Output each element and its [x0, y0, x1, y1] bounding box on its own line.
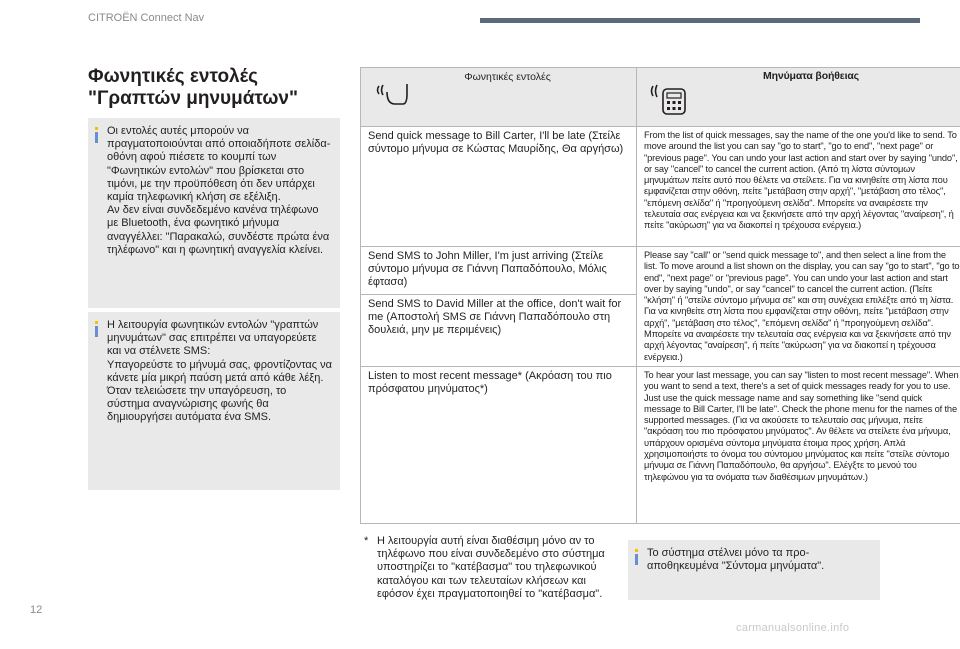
command-cell: Send SMS to John Miller, I'm just arriving (Στείλε σύντομο μήνυμα σε Γιάννη Παπαδόπουλο, Μόλις έφτασα) [361, 247, 637, 295]
header-cell-help [637, 68, 960, 127]
voice-command-icon [373, 82, 409, 108]
command-cell: Send SMS to David Miller at the office, don't wait for me (Αποστολή SMS σε Γιάννη Παπαδόπουλο στη δουλειά, μην με περιμένεις) [361, 294, 637, 366]
table-row [361, 127, 960, 247]
help-cell: From the list of quick messages, say the name of the one you'd like to send. To move around the list you can say "go to start", "go to end", "next page" or "previous page". You can undo your last action and start over by saying "undo", or say "cancel" to cancel the current action. (Από τη λίστα σύντομων μηνυμάτων πείτε αυτό που θέλετε να στείλετε. Για να κινηθείτε στη λίστα που εμφανίζεται στην οθόνη, πείτε "μετάβαση στην αρχή", "μετάβαση στο τέλος", "επόμενη σελίδα" ή "προηγούμενη σελίδα". Μπορείτε να αναιρέσετε την τελευταία σας ενέργεια και να ξεκινήσετε από την αρχή λέγοντας "αναίρεση", ή πείτε "ακύρωση" για να διακοπεί η τρέχουσα ενέργεια.) [637, 127, 960, 247]
info-icon [635, 549, 638, 565]
info-note-text: Οι εντολές αυτές μπορούν να πραγματοποιούνται από οποιαδήποτε σελίδα-οθόνη αφού πιέσετε το κουμπί των "Φωνητικών εντολών" που βρίσκεται στο τιμόνι, με την προϋπόθεση ότι δεν υπάρχει καμία τηλεφωνική κλήση σε εξέλιξη. Αν δεν είναι συνδεδεμένο κανένα τηλέφωνο με Bluetooth, ένα φωνητικό μήνυμα αναγγέλλει: "Παρακαλώ, συνδέστε πρώτα ένα τηλέφωνο" και η φωνητική αναγγελία κλείνει. [107, 125, 331, 256]
info-note-1 [88, 118, 340, 308]
help-cell: To hear your last message, you can say "listen to most recent message". When you want to send a text, there's a set of quick messages ready for you to use. Just use the quick message name and say something like "send quick message to Bill Carter, I'll be late". Check the phone menu for the names of the supported messages. (Για να ακούσετε το τελευταίο σας μήνυμα, πείτε "ακρόαση του πιο πρόσφατου μηνύματος". Αν θέλετε να στείλετε ένα μήνυμα, υπάρχουν ορισμένα σύντομα μηνύματα έτοιμα προς χρήση. Απλά χρησιμοποιήστε το όνομα του σύντομου μηνύματος και πείτε "στείλε σύντομο μήνυμα σε Γιάννη Παπαδόπουλο, θα αργήσω". Ελέγξτε το μενού του τηλεφώνου για τα ονόματα των διαθέσιμων μηνυμάτων.) [637, 366, 960, 523]
info-note-3 [628, 540, 880, 600]
info-icon [95, 321, 98, 337]
table-row [361, 366, 960, 523]
info-note-2 [88, 312, 340, 490]
header-cell-voice [361, 68, 637, 127]
table-row [361, 247, 960, 295]
footnote-marker: * [364, 535, 369, 547]
watermark: carmanualsonline.info [736, 622, 850, 634]
footnote-text: Η λειτουργία αυτή είναι διαθέσιμη μόνο αν το τηλέφωνο που είναι συνδεδεμένο στο σύστημα υποστηρίζει το "κατέβασμα" του τηλεφωνικού καταλόγου και των τελευταίων κλήσεων και εφόσον έχει πραγματοποιηθεί το "κατέβασμα". [377, 535, 605, 600]
header-accent-bar [480, 18, 920, 23]
command-cell: Send quick message to Bill Carter, I'll be late (Στείλε σύντομο μήνυμα σε Κώστας Μαυρίδης, Θα αργήσω) [361, 127, 637, 247]
footnote [364, 535, 614, 601]
voice-commands-table [360, 67, 960, 524]
header-product-name: CITROËN Connect Nav [88, 12, 205, 24]
info-icon [95, 127, 98, 143]
column-header-help-messages: Μηνύματα βοήθειας [763, 70, 859, 82]
table-header-row [361, 68, 960, 127]
column-header-voice-commands: Φωνητικές εντολές [464, 71, 551, 83]
page-title: Φωνητικές εντολές "Γραπτών μηνυμάτων" [88, 66, 298, 109]
help-cell: Please say "call" or "send quick message to", and then select a line from the list. To move around a list shown on the display, you can say "go to start", "go to end", "next page" or "previous page". You can undo your last action and start over by saying "undo", or say "cancel" to cancel the current action. (Πείτε "κλήση" ή "στείλε σύντομο μήνυμα σε" και στη συνέχεια επιλέξτε από τη λίστα. Για να κινηθείτε στη λίστα που εμφανίζεται στην οθόνη, πείτε "μετάβαση στην αρχή", "μετάβαση στο τέλος", "επόμενη σελίδα" ή "προηγούμενη σελίδα". Μπορείτε να αναιρέσετε την τελευταία σας ενέργεια και να ξεκινήσετε από την αρχή λέγοντας "αναίρεση", ή πείτε "ακύρωση" για να διακοπεί η τρέχουσα ενέργεια.) [637, 247, 960, 367]
info-note-text: Η λειτουργία φωνητικών εντολών "γραπτών μηνυμάτων" σας επιτρέπει να υπαγορεύετε και να στέλνετε SMS: Υπαγορεύστε το μήνυμά σας, φροντίζοντας να κάνετε μία μικρή παύση μετά από κάθε λέξη. Όταν τελειώσετε την υπαγόρευση, το σύστημα αναγνώρισης φωνής θα δημιουργήσει αυτόματα ένα SMS. [107, 319, 332, 424]
command-cell: Listen to most recent message* (Ακρόαση του πιο πρόσφατου μηνύματος*) [361, 366, 637, 523]
info-note-text: Το σύστημα στέλνει μόνο τα προ-αποθηκευμένα "Σύντομα μηνύματα". [647, 547, 825, 573]
help-messages-icon [649, 82, 689, 116]
page-number: 12 [30, 604, 43, 616]
